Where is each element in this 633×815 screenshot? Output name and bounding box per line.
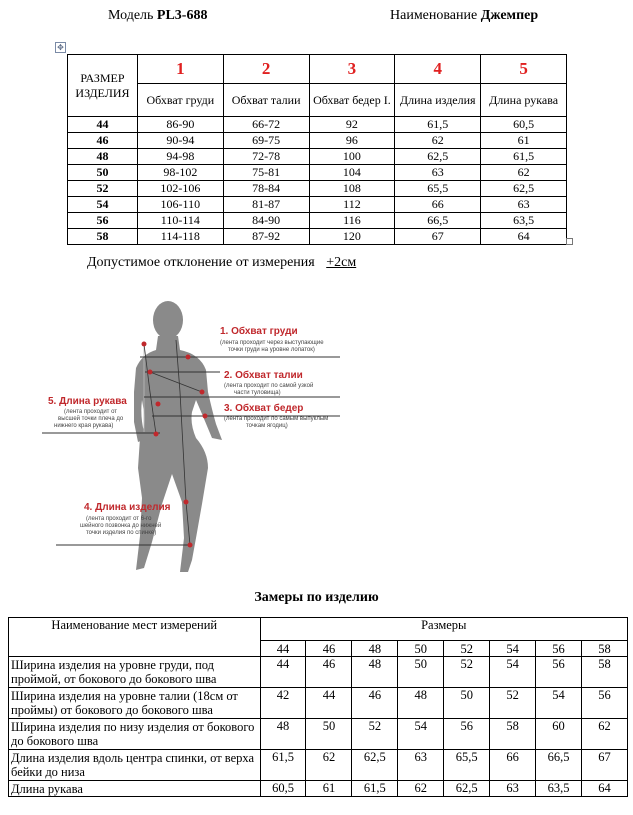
label-hips-note: точкам ягодиц) (246, 423, 288, 429)
table-row (9, 657, 628, 688)
value-cell: 44 (306, 688, 352, 719)
label-length-title: 4. Длина изделия (84, 502, 171, 513)
model-label: Модель (108, 8, 154, 23)
size-header-cell: 58 (582, 641, 628, 657)
size-header-cell: 50 (398, 641, 444, 657)
value-cell: 62,5 (395, 149, 481, 165)
table-row (68, 213, 567, 229)
value-cell: 63,5 (536, 781, 582, 797)
size-cell: 48 (68, 149, 138, 165)
value-cell: 114-118 (137, 229, 223, 245)
value-cell: 62,5 (352, 750, 398, 781)
size-header-cell: 44 (260, 641, 306, 657)
model-line (108, 8, 207, 24)
name-value: Джемпер (480, 8, 539, 23)
label-waist-note: части туловища) (234, 390, 281, 396)
value-cell: 62 (306, 750, 352, 781)
value-cell: 66-72 (223, 117, 309, 133)
garment-measurements-table (8, 617, 628, 797)
table-row (68, 117, 567, 133)
value-cell: 72-78 (223, 149, 309, 165)
value-cell: 58 (490, 719, 536, 750)
col-label-length: Длина изделия (395, 84, 481, 117)
col-number-4: 4 (395, 55, 481, 84)
size-cell: 52 (68, 181, 138, 197)
value-cell: 54 (490, 657, 536, 688)
tolerance-line (87, 255, 356, 271)
size-cell: 58 (68, 229, 138, 245)
value-cell: 63 (395, 165, 481, 181)
value-cell: 62,5 (481, 181, 567, 197)
value-cell: 65,5 (444, 750, 490, 781)
value-cell: 63,5 (481, 213, 567, 229)
value-cell: 48 (398, 688, 444, 719)
value-cell: 56 (582, 688, 628, 719)
label-chest-note: точки груди на уровне лопаток) (228, 347, 315, 353)
table-row (9, 750, 628, 781)
col-number-3: 3 (309, 55, 395, 84)
size-table (67, 54, 567, 245)
size-header-cell: 56 (536, 641, 582, 657)
value-cell: 64 (582, 781, 628, 797)
value-cell: 66 (490, 750, 536, 781)
value-cell: 61,5 (395, 117, 481, 133)
size-header-cell: 48 (352, 641, 398, 657)
value-cell: 67 (395, 229, 481, 245)
size-cell: 44 (68, 117, 138, 133)
label-sleeve-note: высшей точки плеча до (58, 416, 124, 422)
size-header-cell: 52 (444, 641, 490, 657)
size-header-cell: 46 (306, 641, 352, 657)
table-row (9, 781, 628, 797)
value-cell: 54 (398, 719, 444, 750)
label-chest-title: 1. Обхват груди (220, 326, 298, 337)
size-cell: 50 (68, 165, 138, 181)
table-row (9, 688, 628, 719)
value-cell: 62 (582, 719, 628, 750)
value-cell: 96 (309, 133, 395, 149)
value-cell: 81-87 (223, 197, 309, 213)
value-cell: 98-102 (137, 165, 223, 181)
product-name-line (390, 8, 538, 24)
value-cell: 66,5 (395, 213, 481, 229)
label-hips-title: 3. Обхват бедер (224, 403, 304, 414)
value-cell: 62,5 (444, 781, 490, 797)
label-length-note: точки изделия по спинке) (86, 530, 157, 536)
value-cell: 56 (536, 657, 582, 688)
value-cell: 63 (481, 197, 567, 213)
value-cell: 87-92 (223, 229, 309, 245)
measurement-figure (40, 292, 360, 582)
col-label-sleeve: Длина рукава (481, 84, 567, 117)
value-cell: 86-90 (137, 117, 223, 133)
label-length-note: (лента проходит от 6-го (86, 516, 152, 522)
tolerance-text: Допустимое отклонение от измерения (87, 255, 315, 270)
value-cell: 60 (536, 719, 582, 750)
value-cell: 66,5 (536, 750, 582, 781)
label-chest-note: (лента проходит через выступающие (220, 340, 324, 346)
value-cell: 92 (309, 117, 395, 133)
label-hips-note: (лента проходит по самым выпуклым (224, 416, 329, 422)
value-cell: 112 (309, 197, 395, 213)
value-cell: 52 (444, 657, 490, 688)
value-cell: 69-75 (223, 133, 309, 149)
value-cell: 102-106 (137, 181, 223, 197)
size-corner-header: РАЗМЕР ИЗДЕЛИЯ (68, 55, 138, 117)
measure-desc: Длина рукава (9, 781, 261, 797)
value-cell: 52 (490, 688, 536, 719)
col-number-2: 2 (223, 55, 309, 84)
table-row (68, 181, 567, 197)
measure-desc: Длина изделия вдоль центра спинки, от верха бейки до низа (9, 750, 261, 781)
value-cell: 61,5 (260, 750, 306, 781)
value-cell: 116 (309, 213, 395, 229)
value-cell: 52 (352, 719, 398, 750)
value-cell: 62 (398, 781, 444, 797)
table-row (68, 149, 567, 165)
value-cell: 54 (536, 688, 582, 719)
sizes-header: Размеры (260, 618, 627, 641)
value-cell: 65,5 (395, 181, 481, 197)
measure-desc: Ширина изделия по низу изделия от бокового до бокового шва (9, 719, 261, 750)
size-cell: 46 (68, 133, 138, 149)
measure-name-header: Наименование мест измерений (9, 618, 261, 657)
name-label: Наименование (390, 8, 478, 23)
value-cell: 67 (582, 750, 628, 781)
value-cell: 56 (444, 719, 490, 750)
value-cell: 63 (490, 781, 536, 797)
table-row (68, 229, 567, 245)
table-move-handle-icon[interactable]: ✥ (55, 42, 66, 53)
value-cell: 44 (260, 657, 306, 688)
model-value: PL3-688 (156, 8, 208, 23)
value-cell: 46 (306, 657, 352, 688)
label-length-note: шейного позвонка до нижней (80, 523, 162, 529)
value-cell: 46 (352, 688, 398, 719)
value-cell: 50 (306, 719, 352, 750)
value-cell: 78-84 (223, 181, 309, 197)
value-cell: 120 (309, 229, 395, 245)
value-cell: 61 (481, 133, 567, 149)
size-cell: 54 (68, 197, 138, 213)
value-cell: 48 (352, 657, 398, 688)
value-cell: 61,5 (481, 149, 567, 165)
value-cell: 84-90 (223, 213, 309, 229)
value-cell: 60,5 (481, 117, 567, 133)
measure-desc: Ширина изделия на уровне талии (18см от проймы) от бокового до бокового шва (9, 688, 261, 719)
label-waist-note: (лента проходит по самой узкой (224, 383, 314, 389)
value-cell: 58 (582, 657, 628, 688)
label-sleeve-note: нижнего края рукава) (54, 423, 114, 429)
value-cell: 94-98 (137, 149, 223, 165)
size-header-cell: 54 (490, 641, 536, 657)
col-number-1: 1 (137, 55, 223, 84)
table-row (68, 197, 567, 213)
value-cell: 104 (309, 165, 395, 181)
value-cell: 50 (444, 688, 490, 719)
table-resize-handle[interactable] (566, 238, 573, 245)
col-number-5: 5 (481, 55, 567, 84)
value-cell: 48 (260, 719, 306, 750)
value-cell: 60,5 (260, 781, 306, 797)
value-cell: 61 (306, 781, 352, 797)
value-cell: 62 (481, 165, 567, 181)
size-cell: 56 (68, 213, 138, 229)
value-cell: 110-114 (137, 213, 223, 229)
value-cell: 100 (309, 149, 395, 165)
table-row (9, 719, 628, 750)
col-label-hips: Обхват бедер I. (309, 84, 395, 117)
tolerance-value: +2см (326, 255, 357, 270)
value-cell: 63 (398, 750, 444, 781)
value-cell: 106-110 (137, 197, 223, 213)
value-cell: 62 (395, 133, 481, 149)
value-cell: 66 (395, 197, 481, 213)
measure-desc: Ширина изделия на уровне груди, под проймой, от бокового до бокового шва (9, 657, 261, 688)
value-cell: 42 (260, 688, 306, 719)
table-row (68, 165, 567, 181)
value-cell: 64 (481, 229, 567, 245)
section-title: Замеры по изделию (254, 590, 379, 605)
label-sleeve-note: (лента проходит от (64, 409, 118, 415)
label-sleeve-title: 5. Длина рукава (48, 396, 127, 407)
col-label-chest: Обхват груди (137, 84, 223, 117)
value-cell: 75-81 (223, 165, 309, 181)
value-cell: 50 (398, 657, 444, 688)
value-cell: 61,5 (352, 781, 398, 797)
value-cell: 90-94 (137, 133, 223, 149)
value-cell: 108 (309, 181, 395, 197)
label-waist-title: 2. Обхват талии (224, 370, 303, 381)
col-label-waist: Обхват талии (223, 84, 309, 117)
table-row (68, 133, 567, 149)
